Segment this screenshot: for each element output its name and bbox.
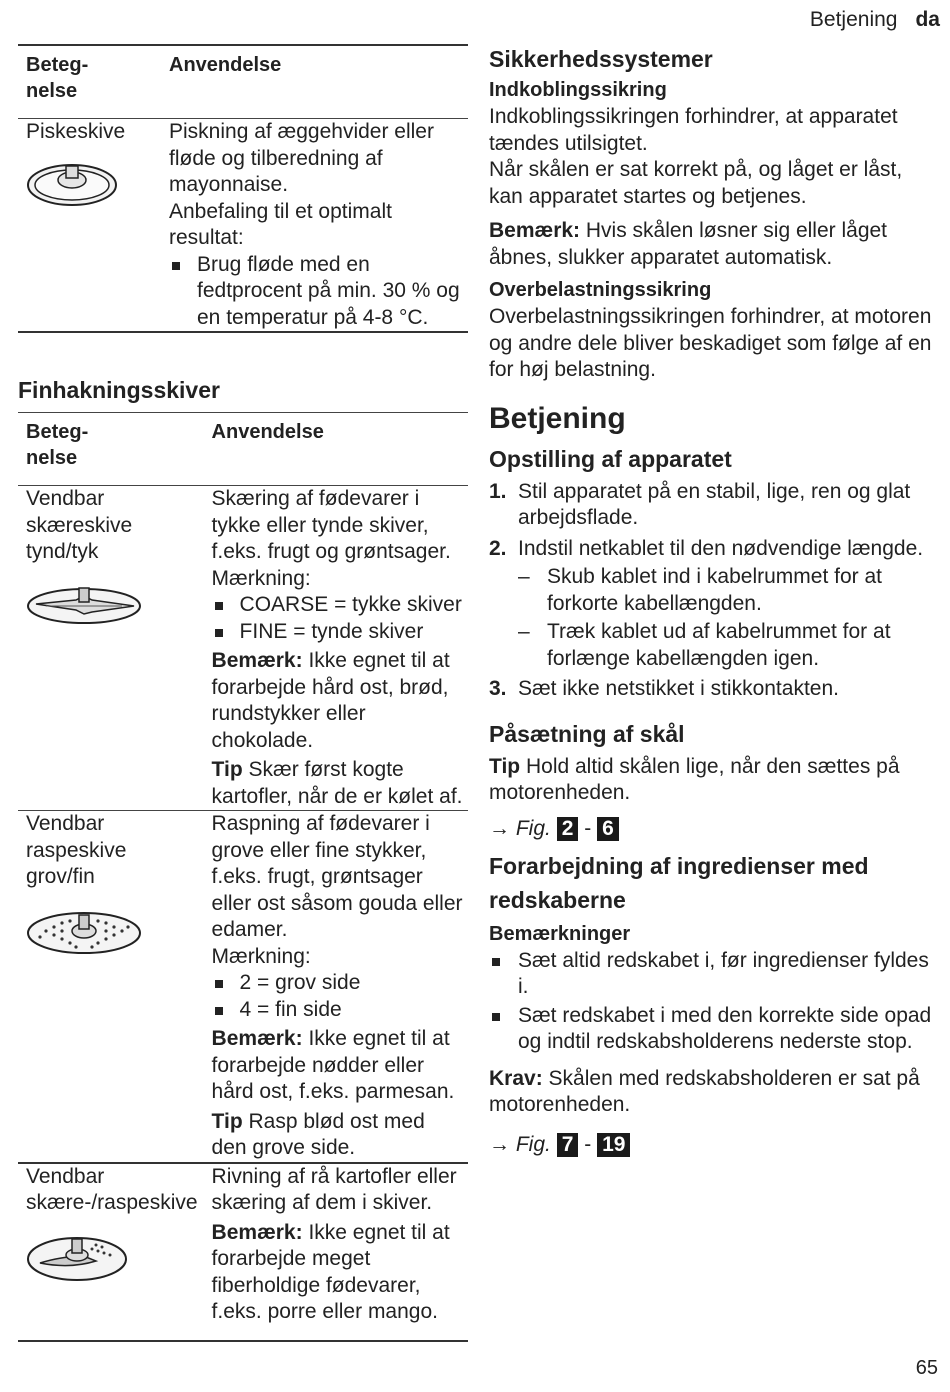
tool-description: Skæring af fødevarer i tykke eller tynde skiver, f.eks. frugt og grøntsager. [211, 487, 451, 563]
list-item: Sæt altid redskabet i, før ingredienser fyldes i. [489, 948, 939, 1001]
tool-name: Vendbar skæreskive tynd/tyk [26, 487, 133, 563]
tool-name: Vendbar skære-/raspeskive [26, 1164, 198, 1214]
list-item: 3. Sæt ikke netstikket i stikkontakten. [489, 677, 839, 700]
note-label: Bemærk: [211, 1220, 303, 1244]
recommendation: Anbefaling til et optimalt resultat: [169, 199, 392, 249]
paragraph: Overbelastningssikringen forhindrer, at motoren og andre dele bliver beskadiget som følge af en for høj belastning. [489, 305, 932, 381]
fig-number: 6 [597, 817, 619, 841]
tip-label: Tip [211, 1109, 243, 1133]
header-section: Betjening [809, 8, 898, 31]
list-item: FINE = tynde skiver [212, 619, 464, 646]
note-label: Bemærk: [211, 1027, 303, 1050]
col-header-use: Anvendelse [211, 421, 324, 443]
fig-number: 7 [557, 1133, 579, 1157]
marking-list [212, 970, 464, 1023]
slicing-disc-icon [26, 578, 204, 628]
section-title: Påsætning af skål [489, 720, 685, 747]
arrow-icon: → [489, 816, 510, 840]
tip-label: Tip [489, 754, 521, 778]
note-label: Bemærk: [489, 219, 581, 242]
paragraph: Når skålen er sat korrekt på, og låget er låst, kan apparatet startes og betjenes. [489, 158, 903, 208]
list-item: – Skub kablet ind i kabelrummet for at forkorte kabellængden. [518, 565, 882, 615]
table-header-row [18, 45, 468, 119]
sub-steps [518, 564, 939, 672]
requirement-text: Skålen med redskabsholderen er sat på motorenheden. [489, 1066, 920, 1116]
notes-list [489, 948, 939, 1056]
figure-reference: → Fig. 7 - 19 [489, 1133, 939, 1157]
list-item: 2 = grov side [212, 970, 464, 997]
tip-label: Tip [211, 758, 243, 781]
figure-reference: → Fig. 2 - 6 [489, 817, 939, 841]
tip-paragraph [489, 754, 939, 807]
setup-steps [489, 479, 939, 703]
marking-label: Mærkning: [211, 944, 311, 968]
note-label: Bemærk: [211, 649, 303, 672]
note-text: Ikke egnet til at forarbejde hård ost, brød, rundstykker eller chokolade. [211, 649, 450, 752]
arrow-icon: → [489, 1132, 510, 1156]
list-item: – Træk kablet ud af kabelrummet for at forlænge kabellængden igen. [518, 620, 891, 670]
fig-number: 19 [597, 1133, 630, 1157]
paragraph: Indkoblingssikringen forhindrer, at apparatet tændes utilsigtet. [489, 105, 898, 155]
col-header-use: Anvendelse [169, 54, 282, 76]
tool-description: Piskning af æggehvider eller fløde og tilberedning af mayonnaise. [169, 120, 434, 196]
tool-description: Rivning af rå kartofler eller skæring af dem i skiver. [211, 1164, 457, 1214]
list-item: COARSE = tykke skiver [212, 592, 464, 619]
list-item: 2. Indstil netkablet til den nødvendige længde. – Skub kablet ind i kabelrummet for at forkorte kabellængden. – Træk kablet ud af kabelrummet for at forlænge kabellængden igen. [489, 536, 939, 673]
note-paragraph [489, 218, 939, 271]
table-row [18, 486, 468, 811]
tip-text: Hold altid skålen lige, når den sættes på motorenheden. [489, 754, 900, 804]
col-header-name: Beteg- nelse [26, 421, 89, 469]
page-number: 65 [915, 1357, 938, 1379]
list-item: Brug fløde med en fedtprocent på min. 30 % og en temperatur på 4-8 °C. [169, 252, 464, 332]
list-item: Sæt redskabet i med den korrekte side opad og indtil redskabsholderens nederste stop. [489, 1003, 939, 1056]
tip-text: Skær først kogte kartofler, når de er kølet af. [211, 758, 463, 808]
fig-label: Fig. [515, 1132, 551, 1156]
tool-name: Piskeskive [26, 120, 126, 143]
requirement-label: Krav: [489, 1066, 543, 1090]
list-item: 1. Stil apparatet på en stabil, lige, ren og glat arbejdsflade. [489, 479, 911, 529]
recommendation-list [169, 252, 464, 332]
marking-label: Mærkning: [211, 566, 311, 590]
right-column [489, 46, 939, 1165]
tip-text: Rasp blød ost med den grove side. [211, 1109, 425, 1159]
col-header-name: Beteg- nelse [26, 54, 89, 102]
whisk-disc-icon [26, 158, 161, 208]
whisk-table [18, 44, 468, 333]
list-item: 4 = fin side [212, 997, 464, 1024]
grating-disc-icon [26, 903, 204, 959]
note-text: Ikke egnet til at forarbejde nødder eller hård ost, f.eks. parmesan. [211, 1027, 455, 1103]
slicing-grating-disc-icon [26, 1229, 204, 1285]
note-text: Ikke egnet til at forarbejde meget fiberholdige fødevarer, f.eks. porre eller mango. [211, 1220, 450, 1323]
page-header [810, 8, 940, 32]
table-header-row [18, 413, 468, 486]
subsection-title: Bemærkninger [489, 922, 631, 945]
discs-table [18, 412, 468, 1342]
subsection-title: Indkoblingssikring [489, 79, 667, 101]
section-title: Sikkerhedssystemer [489, 46, 713, 72]
table-row [18, 119, 468, 333]
section-title: Forarbejdning af ingredienser med redskaberne [489, 852, 869, 913]
chapter-title: Betjening [489, 401, 626, 435]
tool-name: Vendbar raspeskive grov/fin [26, 812, 127, 888]
table-row [18, 1163, 468, 1341]
marking-list [212, 592, 464, 645]
section-title: Opstilling af apparatet [489, 445, 732, 472]
tool-description: Raspning af fødevarer i grove eller fine stykker, f.eks. frugt, grøntsager eller ost såsom gouda eller edamer. [211, 812, 463, 941]
subsection-title: Overbelastningssikring [489, 279, 712, 301]
note-text: Hvis skålen løsner sig eller låget åbnes, slukker apparatet automatisk. [489, 219, 888, 269]
header-language: da [915, 8, 940, 31]
left-column [18, 44, 468, 1342]
fig-label: Fig. [515, 816, 551, 840]
requirement-paragraph [489, 1066, 939, 1119]
fig-number: 2 [557, 817, 579, 841]
section-title: Finhakningsskiver [18, 377, 220, 403]
table-row [18, 811, 468, 1163]
